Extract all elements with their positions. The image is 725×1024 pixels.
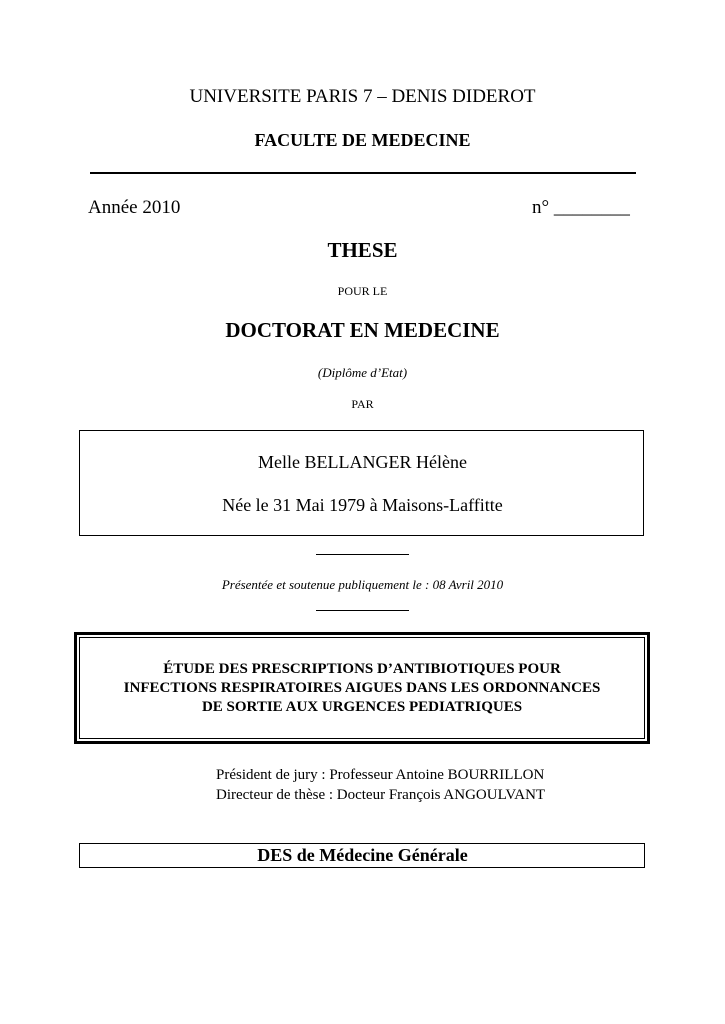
- year-label: Année 2010: [88, 197, 181, 218]
- header-divider: [90, 172, 636, 174]
- faculty-name: FACULTE DE MEDECINE: [254, 130, 471, 150]
- author-birth: Née le 31 Mai 1979 à Maisons-Laffitte: [222, 495, 503, 515]
- study-title-line: DE SORTIE AUX URGENCES PEDIATRIQUES: [201, 699, 523, 715]
- study-title-line: ÉTUDE DES PRESCRIPTIONS D’ANTIBIOTIQUES POUR: [163, 661, 561, 677]
- thesis-heading: THESE: [327, 238, 398, 262]
- jury-block: [216, 765, 545, 805]
- author-name: Melle BELLANGER Hélène: [258, 452, 467, 472]
- thesis-number: n° ________: [532, 197, 630, 218]
- diploma-label: (Diplôme d’Etat): [317, 365, 408, 380]
- university-name: UNIVERSITE PARIS 7 – DENIS DIDEROT: [189, 86, 536, 107]
- study-title-line: INFECTIONS RESPIRATOIRES AIGUES DANS LES ORDONNANCES: [123, 680, 601, 696]
- degree-heading: DOCTORAT EN MEDECINE: [225, 318, 500, 342]
- pour-le-label: POUR LE: [337, 284, 388, 298]
- separator-line: [316, 610, 409, 611]
- thesis-director: Directeur de thèse : Docteur François ANGOULVANT: [216, 787, 546, 803]
- par-label: PAR: [351, 397, 374, 411]
- defense-date: Présentée et soutenue publiquement le : 08 Avril 2010: [221, 577, 504, 592]
- study-title: [74, 660, 650, 717]
- separator-line: [316, 554, 409, 555]
- specialty-label: DES de Médecine Générale: [257, 845, 468, 865]
- author-box: [79, 430, 644, 536]
- jury-president: Président de jury : Professeur Antoine BOURRILLON: [216, 767, 545, 783]
